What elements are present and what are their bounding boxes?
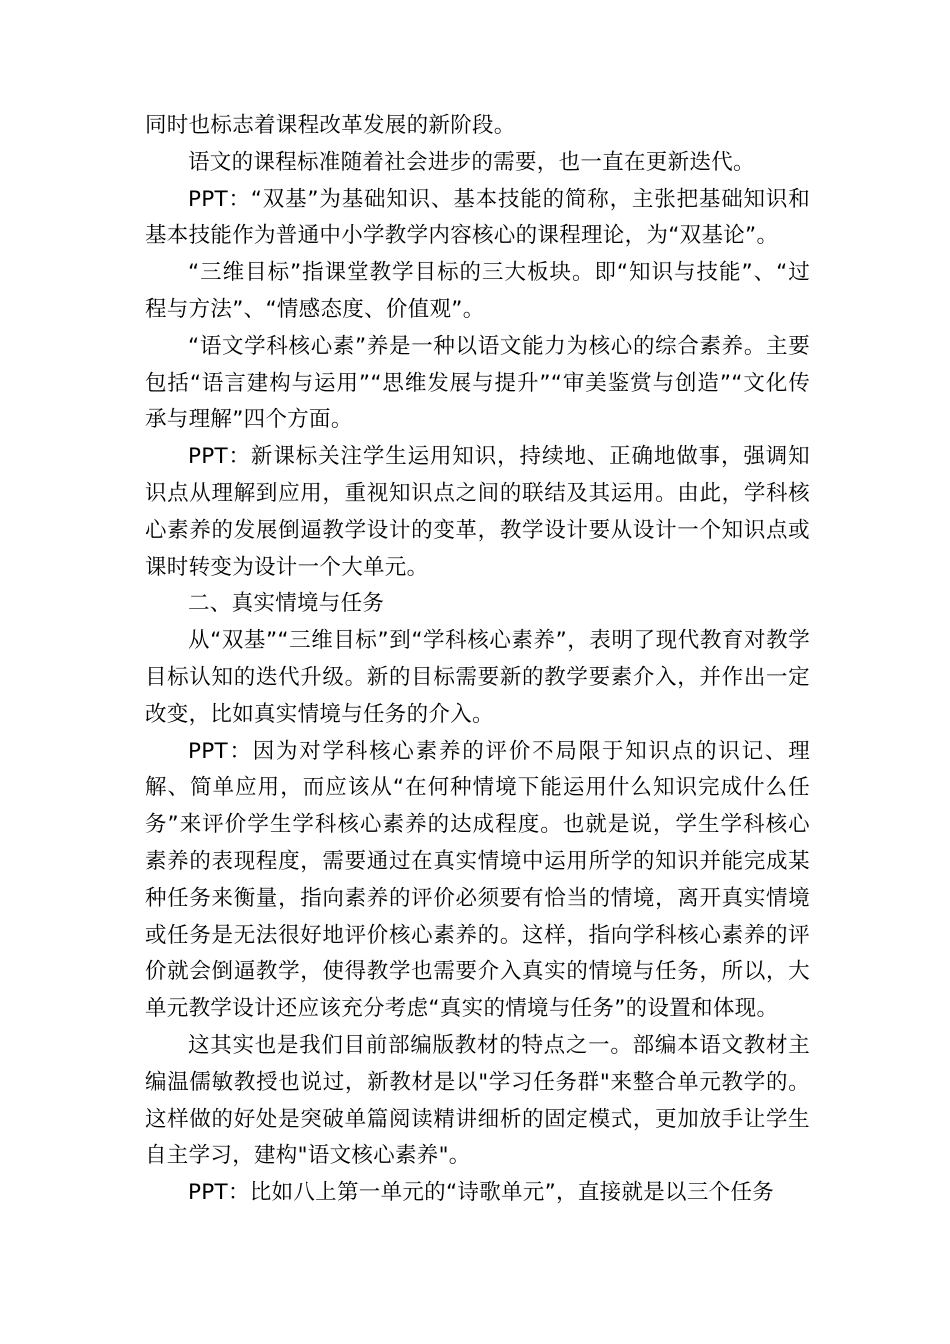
paragraph: 这其实也是我们目前部编版教材的特点之一。部编本语文教材主编温儒敏教授也说过，新教材是以"学习任务群"来整合单元教学的。这样做的好处是突破单篇阅读精讲细析的固定模式，更加放手让学生自主学习，建构"语文核心素养"。 — [145, 1032, 810, 1169]
paragraph: 同时也标志着课程改革发展的新阶段。 — [145, 113, 516, 138]
paragraph: PPT：“双基”为基础知识、基本技能的简称，主张把基础知识和基本技能作为普通中小学教学内容核心的课程理论，为“双基论”。 — [145, 186, 810, 249]
document-body — [145, 108, 810, 1212]
paragraph: 从“双基”“三维目标”到“学科核心素养”，表明了现代教育对教学目标认知的迭代升级。新的目标需要新的教学要素介入，并作出一定改变，比如真实情境与任务的介入。 — [145, 628, 810, 727]
paragraph: PPT：比如八上第一单元的“诗歌单元”，直接就是以三个任务 — [188, 1180, 775, 1206]
paragraph: 语文的课程标准随着社会进步的需要，也一直在更新迭代。 — [188, 149, 755, 175]
section-heading: 二、真实情境与任务 — [188, 591, 385, 617]
paragraph: “三维目标”指课堂教学目标的三大板块。即“知识与技能”、“过程与方法”、“情感态度、价值观”。 — [145, 260, 810, 322]
paragraph: “语文学科核心素”养是一种以语文能力为核心的综合素养。主要包括“语言建构与运用”“思维发展与提升”“审美鉴赏与创造”“文化传承与理解”四个方面。 — [145, 333, 810, 433]
paragraph: PPT：因为对学科核心素养的评价不局限于知识点的识记、理解、简单应用，而应该从“在何种情境下能运用什么知识完成什么任务”来评价学生学科核心素养的达成程度。也就是说，学生学科核心素养的表现程度，需要通过在真实情境中运用所学的知识并能完成某种任务来衡量，指向素养的评价必须要有恰当的情境，离开真实情境或任务是无法很好地评价核心素养的。这样，指向学科核心素养的评价就会倒逼教学，使得教学也需要介入真实的情境与任务，所以，大单元教学设计还应该充分考虑“真实的情境与任务”的设置和体现。 — [145, 738, 810, 1022]
paragraph: PPT：新课标关注学生运用知识，持续地、正确地做事，强调知识点从理解到应用，重视知识点之间的联结及其运用。由此，学科核心素养的发展倒逼教学设计的变革，教学设计要从设计一个知识点或课时转变为设计一个大单元。 — [145, 444, 810, 580]
